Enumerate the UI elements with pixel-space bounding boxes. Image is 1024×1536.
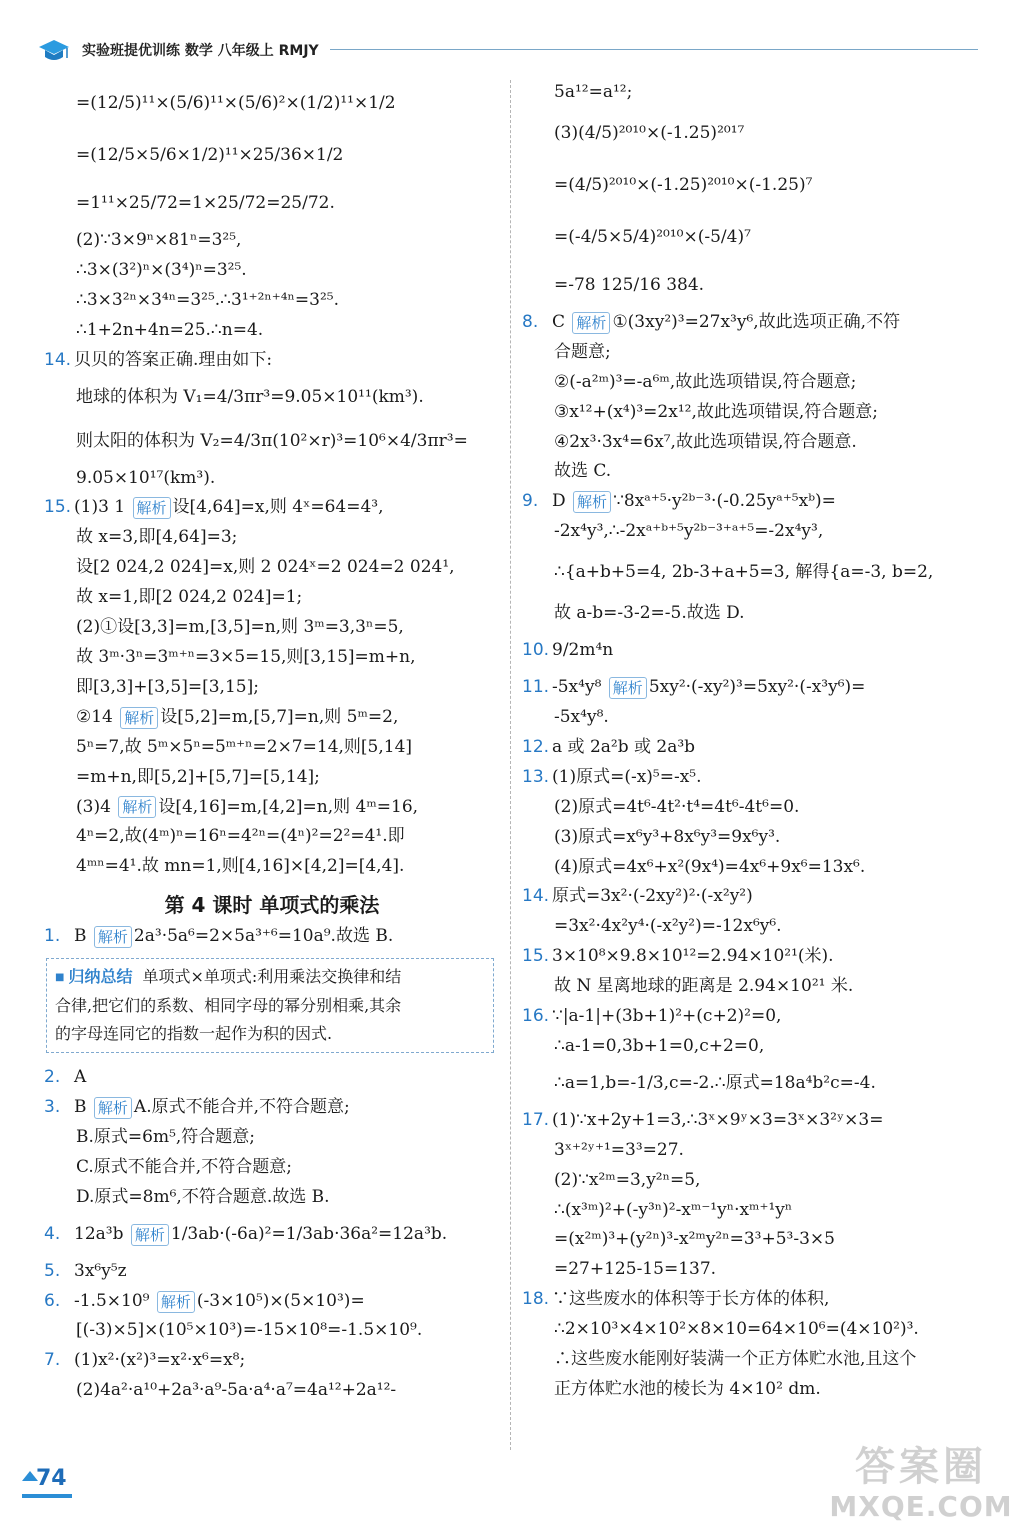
- text-line: (3)(4/5)²⁰¹⁰×(-1.25)²⁰¹⁷: [554, 122, 745, 143]
- text-line: =1¹¹×25/72=1×25/72=25/72.: [76, 193, 335, 214]
- question-number: 13.: [522, 766, 550, 787]
- text: 设[4,64]=x,则 4ˣ=64=4³,: [172, 497, 384, 518]
- page-header: [30, 30, 980, 70]
- text: 合律,把它们的系数、相同字母的幂分别相乘,其余: [55, 996, 402, 1016]
- watermark-text: 答案圈: [855, 1444, 987, 1490]
- text: ∵这些废水的体积等于长方体的体积,: [552, 1289, 830, 1310]
- text-line: ③x¹²+(x⁴)³=2x¹²,故此选项错误,符合题意;: [554, 401, 878, 422]
- text-line: ④2x³·3x⁴=6x⁷,故此选项错误,符合题意.: [554, 431, 857, 452]
- text-line: ②(-a²ᵐ)³=-a⁶ᵐ,故此选项错误,符合题意;: [554, 371, 857, 392]
- analysis-tag: 解析: [94, 926, 132, 948]
- text: A.原式不能合并,不符合题意;: [133, 1097, 350, 1118]
- text-line: =(12/5)¹¹×(5/6)¹¹×(5/6)²×(1/2)¹¹×1/2: [76, 93, 396, 114]
- analysis-tag: 解析: [94, 1097, 132, 1119]
- answer-16: [522, 1002, 984, 1032]
- text: ∵|a-1|+(3b+1)²+(c+2)²=0,: [552, 1006, 782, 1027]
- question-number: 6.: [44, 1290, 61, 1311]
- text-line: -5x⁴y⁸.: [554, 706, 609, 727]
- question-number: 1.: [44, 926, 61, 947]
- question-number: 17.: [522, 1109, 550, 1130]
- text: 1/3ab·(-6a)²=1/3ab·36a²=12a³b.: [170, 1223, 448, 1244]
- text: B: [74, 926, 87, 947]
- text: (1)3 1: [74, 497, 126, 518]
- text-line: 故 N 星离地球的距离是 2.94×10²¹ 米.: [554, 976, 854, 997]
- text: 设[4,16]=m,[4,2]=n,则 4ᵐ=16,: [158, 796, 419, 817]
- text-line: (2)原式=4t⁶-4t²·t⁴=4t⁶-4t⁶=0.: [554, 796, 800, 817]
- watermark-logo: [826, 1444, 1016, 1530]
- question-number: 7.: [44, 1350, 61, 1371]
- text-line: ∴a=1,b=-1/3,c=-2.∴原式=18a⁴b²c=-4.: [554, 1072, 876, 1093]
- text-line: (2)4a²·a¹⁰+2a³·a⁹-5a·a⁴·a⁷=4a¹²+2a¹²-: [76, 1380, 397, 1401]
- text: 5xy²·(-xy²)³=5xy²·(-x³y⁶)=: [648, 677, 866, 698]
- text: (1)原式=(-x)⁵=-x⁵.: [552, 766, 702, 787]
- text: 2a³·5a⁶=2×5a³⁺⁶=10a⁹.故选 B.: [133, 926, 394, 947]
- text-line: -2x⁴y³,∴-2xᵃ⁺ᵇ⁺⁵y²ᵇ⁻³⁺ᵃ⁺⁵=-2x⁴y³,: [554, 521, 824, 542]
- text-line: (3)原式=x⁶y³+8x⁶y³=9x⁶y³.: [554, 826, 781, 847]
- graduation-cap-icon: [38, 36, 70, 66]
- watermark-url: MXQE.COM: [829, 1490, 1013, 1523]
- text: (3)4: [76, 796, 111, 817]
- text-line: 故 x=1,即[2 024,2 024]=1;: [76, 587, 303, 608]
- question-number: 9.: [522, 491, 539, 512]
- text-line: ∴1+2n+4n=25.∴n=4.: [76, 319, 264, 340]
- text-line: ∴这些废水能刚好装满一个正方体贮水池,且这个: [554, 1349, 917, 1370]
- text-line: =(x²ᵐ)³+(y²ⁿ)³-x²ᵐy²ⁿ=3³+5³-3×5: [554, 1229, 835, 1250]
- answer-9: [522, 487, 984, 517]
- answer-14: [44, 346, 500, 376]
- text-line: 合题意;: [554, 341, 611, 362]
- analysis-tag: 解析: [131, 1224, 169, 1246]
- text-line: 4ᵐⁿ=4¹.故 mn=1,则[4,16]×[4,2]=[4,4].: [76, 856, 405, 877]
- text-line: ∴{a+b+5=4, 2b-3+a+5=3, 解得{a=-3, b=2,: [554, 562, 934, 583]
- text: (-3×10⁵)×(5×10³)=: [196, 1290, 365, 1311]
- text-line: 故 a-b=-3-2=-5.故选 D.: [554, 603, 745, 624]
- text-line: =m+n,即[5,2]+[5,7]=[5,14];: [76, 766, 320, 787]
- text: -5x⁴y⁸: [552, 677, 602, 698]
- left-column: [44, 78, 500, 1406]
- text: 3x⁶y⁵z: [74, 1260, 127, 1281]
- header-title: 实验班提优训练 数学 八年级上 RMJY: [82, 43, 319, 59]
- page-number: [22, 1466, 78, 1502]
- text-line: 设[2 024,2 024]=x,则 2 024ˣ=2 024=2 024¹,: [76, 557, 455, 578]
- text: 3×10⁸×9.8×10¹²=2.94×10²¹(米).: [552, 946, 834, 967]
- answer-11: [522, 673, 984, 703]
- analysis-tag: 解析: [573, 491, 611, 513]
- text-line: 即[3,3]+[3,5]=[3,15];: [76, 676, 259, 697]
- question-number: 15.: [44, 497, 72, 518]
- text-line: 3ˣ⁺²ʸ⁺¹=3³=27.: [554, 1139, 684, 1160]
- page-number-bar: [22, 1494, 72, 1498]
- answer-15: [522, 942, 984, 972]
- text-line: 5ⁿ=7,故 5ᵐ×5ⁿ=5ᵐ⁺ⁿ=2×7=14,则[5,14]: [76, 736, 413, 757]
- text-line: 故选 C.: [554, 461, 612, 482]
- text-line: D.原式=8m⁶,不符合题意.故选 B.: [76, 1186, 330, 1207]
- answer-15: [44, 493, 500, 523]
- text-line: =-78 125/16 384.: [554, 274, 705, 295]
- text-line: [44, 793, 500, 823]
- text: 9/2m⁴n: [552, 640, 614, 661]
- answer-2: [44, 1063, 500, 1093]
- text-line: 故 3ᵐ·3ⁿ=3ᵐ⁺ⁿ=3×5=15,则[3,15]=m+n,: [76, 646, 416, 667]
- text-line: C.原式不能合并,不符合题意;: [76, 1156, 292, 1177]
- analysis-tag: 解析: [118, 796, 156, 818]
- text-line: 9.05×10¹⁷(km³).: [76, 467, 216, 488]
- right-column: [522, 78, 984, 1405]
- text: B: [74, 1097, 87, 1118]
- text-line: ∴3×3²ⁿ×3⁴ⁿ=3²⁵.∴3¹⁺²ⁿ⁺⁴ⁿ=3²⁵.: [76, 289, 340, 310]
- text-line: (2)①设[3,3]=m,[3,5]=n,则 3ᵐ=3,3ⁿ=5,: [76, 617, 404, 638]
- text: 单项式×单项式:利用乘法交换律和结: [142, 967, 402, 987]
- answer-10: [522, 629, 984, 673]
- analysis-tag: 解析: [157, 1291, 195, 1313]
- question-number: 10.: [522, 640, 550, 661]
- text: 原式=3x²·(-2xy²)²·(-x²y²): [552, 886, 753, 907]
- text: D: [552, 491, 566, 512]
- question-number: 14.: [44, 349, 72, 370]
- text-line: 正方体贮水池的棱长为 4×10² dm.: [554, 1379, 821, 1399]
- question-number: 3.: [44, 1097, 61, 1118]
- text-line: ∴a-1=0,3b+1=0,c+2=0,: [554, 1035, 765, 1056]
- text: 12a³b: [74, 1223, 124, 1244]
- page-number-text: 74: [36, 1466, 67, 1491]
- answer-13: [522, 763, 984, 793]
- answer-6: [44, 1287, 500, 1317]
- text: ∵8xᵃ⁺⁵·y²ᵇ⁻³·(-0.25yᵃ⁺⁵xᵇ)=: [613, 491, 836, 512]
- text: ①(3xy²)³=27x³y⁶,故此选项正确,不符: [612, 311, 901, 332]
- answer-8: [522, 308, 984, 338]
- question-number: 2.: [44, 1067, 61, 1088]
- text: -1.5×10⁹: [74, 1290, 150, 1311]
- text: 设[5,2]=m,[5,7]=n,则 5ᵐ=2,: [160, 706, 399, 727]
- question-number: 14.: [522, 886, 550, 907]
- section-heading: 第 4 课时 单项式的乘法: [164, 893, 380, 918]
- question-number: 16.: [522, 1006, 550, 1027]
- text: 的字母连同它的指数一起作为积的因式.: [55, 1024, 333, 1044]
- answer-4: [44, 1213, 500, 1257]
- text: a 或 2a²b 或 2a³b: [552, 736, 696, 757]
- text: 贝贝的答案正确.理由如下:: [74, 349, 273, 370]
- answer-5: [44, 1257, 500, 1287]
- text-line: (2)∵x²ᵐ=3,y²ⁿ=5,: [554, 1169, 701, 1190]
- answer-17: [522, 1106, 984, 1136]
- text-line: ∴(x³ᵐ)²+(-y³ⁿ)²-xᵐ⁻¹yⁿ·xᵐ⁺¹yⁿ: [554, 1199, 793, 1220]
- text: A: [74, 1067, 87, 1088]
- answer-18: [522, 1285, 984, 1315]
- answer-7: [44, 1346, 500, 1376]
- text-line: =(12/5×5/6×1/2)¹¹×25/36×1/2: [76, 145, 344, 166]
- text-line: 则太阳的体积为 V₂=4/3π(10²×r)³=10⁶×4/3πr³=: [76, 430, 468, 451]
- text-line: B.原式=6m⁵,符合题意;: [76, 1126, 256, 1147]
- analysis-tag: 解析: [609, 677, 647, 699]
- text-line: 4ⁿ=2,故(4ᵐ)ⁿ=16ⁿ=4²ⁿ=(4ⁿ)²=2²=4¹.即: [76, 826, 405, 847]
- text-line: (4)原式=4x⁶+x²(9x⁴)=4x⁶+9x⁶=13x⁶.: [554, 856, 866, 877]
- text-line: ∴2×10³×4×10²×8×10=64×10⁶=(4×10²)³.: [554, 1319, 919, 1340]
- question-number: 11.: [522, 677, 550, 698]
- text-line: 5a¹²=a¹²;: [554, 82, 633, 102]
- answer-3: [44, 1093, 500, 1123]
- text: C: [552, 311, 566, 332]
- text-line: [44, 703, 500, 733]
- summary-tag: ■ 归纳总结: [55, 967, 132, 986]
- text: (1)x²·(x²)³=x²·x⁶=x⁸;: [74, 1350, 246, 1371]
- question-number: 4.: [44, 1223, 61, 1244]
- text-line: =3x²·4x²y⁴·(-x²y²)=-12x⁶y⁶.: [554, 916, 782, 937]
- question-number: 8.: [522, 311, 539, 332]
- question-number: 5.: [44, 1260, 61, 1281]
- text-line: =(-4/5×5/4)²⁰¹⁰×(-5/4)⁷: [554, 226, 751, 247]
- question-number: 18.: [522, 1289, 550, 1310]
- answer-1: [44, 922, 500, 952]
- summary-box: [46, 958, 494, 1053]
- column-divider: [510, 80, 511, 1450]
- text-line: ∴3×(3²)ⁿ×(3⁴)ⁿ=3²⁵.: [76, 259, 247, 280]
- analysis-tag: 解析: [572, 312, 610, 334]
- analysis-tag: 解析: [120, 707, 158, 729]
- question-number: 12.: [522, 736, 550, 757]
- text-line: [(-3)×5]×(10⁵×10³)=-15×10⁸=-1.5×10⁹.: [76, 1320, 423, 1341]
- text-line: (2)∵3×9ⁿ×81ⁿ=3²⁵,: [76, 230, 242, 250]
- text: ②14: [76, 706, 113, 727]
- text: (1)∵x+2y+1=3,∴3ˣ×9ʸ×3=3ˣ×3²ʸ×3=: [552, 1109, 884, 1130]
- text-line: =(4/5)²⁰¹⁰×(-1.25)²⁰¹⁰×(-1.25)⁷: [554, 174, 813, 195]
- text-line: 故 x=3,即[4,64]=3;: [76, 527, 238, 548]
- text-line: =27+125-15=137.: [554, 1259, 717, 1280]
- question-number: 15.: [522, 946, 550, 967]
- answer-14: [522, 882, 984, 912]
- answer-12: [522, 733, 984, 763]
- text-line: 地球的体积为 V₁=4/3πr³=9.05×10¹¹(km³).: [76, 386, 424, 407]
- analysis-tag: 解析: [133, 497, 171, 519]
- header-rule: [330, 49, 978, 50]
